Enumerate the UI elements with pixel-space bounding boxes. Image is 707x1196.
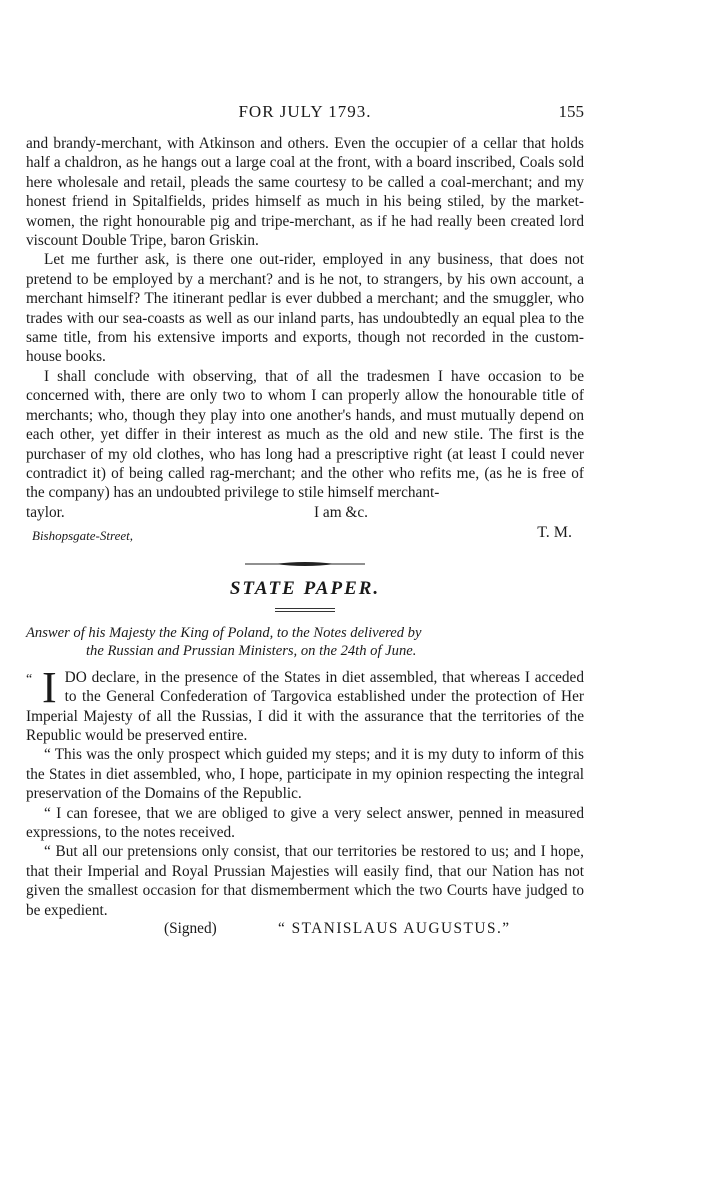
letter-initials: T. M. <box>537 523 572 541</box>
signed-label: (Signed) <box>164 920 217 937</box>
running-head <box>26 96 584 124</box>
running-head-title: FOR JULY 1793. <box>238 102 372 121</box>
first-paragraph <box>26 662 584 746</box>
title-rule-2 <box>275 611 335 612</box>
letter-paragraph-3: I shall conclude with observing, that of all the tradesmen I have occasion to be concerned with, there are only two to whom I can properly allow the honourable title of merchants; who, though they play into one another's hands, and must mutually depend on each other, yet differ in their interest as much as the old and new stile. The first is the purchaser of my old clothes, who has long had a prescriptive right (at least I could never contradict it) of being called rag-merchant; and the other who refits me, (as he is free of the company) has an undoubted privilege to stile himself merchant- <box>26 367 584 502</box>
signature-row <box>26 920 584 942</box>
closing-row <box>26 503 584 522</box>
state-paragraph-2: “ This was the only prospect which guided my steps; and it is my duty to inform of this the States in diet assembled, who, I hope, participate in my opinion respecting the integral preservation of the Domains of the Republic. <box>26 746 584 803</box>
opening-quote: “ <box>26 671 33 687</box>
last-word: taylor. <box>26 503 65 521</box>
state-paragraph-4: “ But all our pretensions only consist, that our territories be restored to us; and I hope, that their Imperial and Royal Prussian Majesties will easily find, that our Nation has not given the smallest occasion for that dismemberment which the two Courts have judged to be expedient. <box>26 843 584 919</box>
drop-cap: I <box>42 662 57 712</box>
state-paper-heading <box>26 624 584 660</box>
ornamental-rule <box>26 560 584 568</box>
letter-signature <box>26 524 584 552</box>
state-paragraph-3: “ I can foresee, that we are obliged to give a very select answer, penned in measured expressions, to the notes received. <box>26 804 584 841</box>
page <box>26 96 584 942</box>
heading-line-2: the Russian and Prussian Ministers, on the 24th of June. <box>86 642 417 659</box>
letter-paragraph-1: and brandy-merchant, with Atkinson and others. Even the occupier of a cellar that holds half a chaldron, as he hangs out a large coal at the front, with a board inscribed, Coals sold here wholesale and retail, pleads the same courtesy to be called a coal-merchant; and my honest friend in Spitalfields, prides himself as much in his being stiled, by the market-women, the right honourable pig and tripe-merchant, as if he had really been created lord viscount Double Tripe, baron Griskin. <box>26 135 584 250</box>
letter-paragraph-2: Let me further ask, is there one out-rider, employed in any business, that does not pretend to be employed by a merchant? and is he not, to strangers, by his own account, a merchant himself? The itinerant pedlar is ever dubbed a merchant; and the smuggler, who trades with our sea-coasts as well as our inland parts, has undoubtedly an equal plea to the same title, from his extensive imports and exports, though not recorded in the custom-house books. <box>26 251 584 366</box>
letter-place: Bishopsgate-Street, <box>32 527 133 543</box>
closing-formula: I am &c. <box>314 503 368 521</box>
page-number: 155 <box>558 102 584 121</box>
letter-body <box>26 134 584 522</box>
title-rule-1 <box>275 608 335 609</box>
signatory-name: “ STANISLAUS AUGUSTUS.” <box>278 920 511 937</box>
section-title: STATE PAPER. <box>229 577 381 599</box>
state-paper-body <box>26 662 584 920</box>
heading-line-1: Answer of his Majesty the King of Poland, to the Notes delivered by <box>26 624 422 641</box>
state-paragraph-1: DO declare, in the presence of the States in diet assembled, that whereas I acceded to the General Confederation of Targovica established under the protection of Her Imperial Majesty of all the Russias, I did it with the assurance that the territories of the Republic would be preserved entire. <box>26 668 584 744</box>
